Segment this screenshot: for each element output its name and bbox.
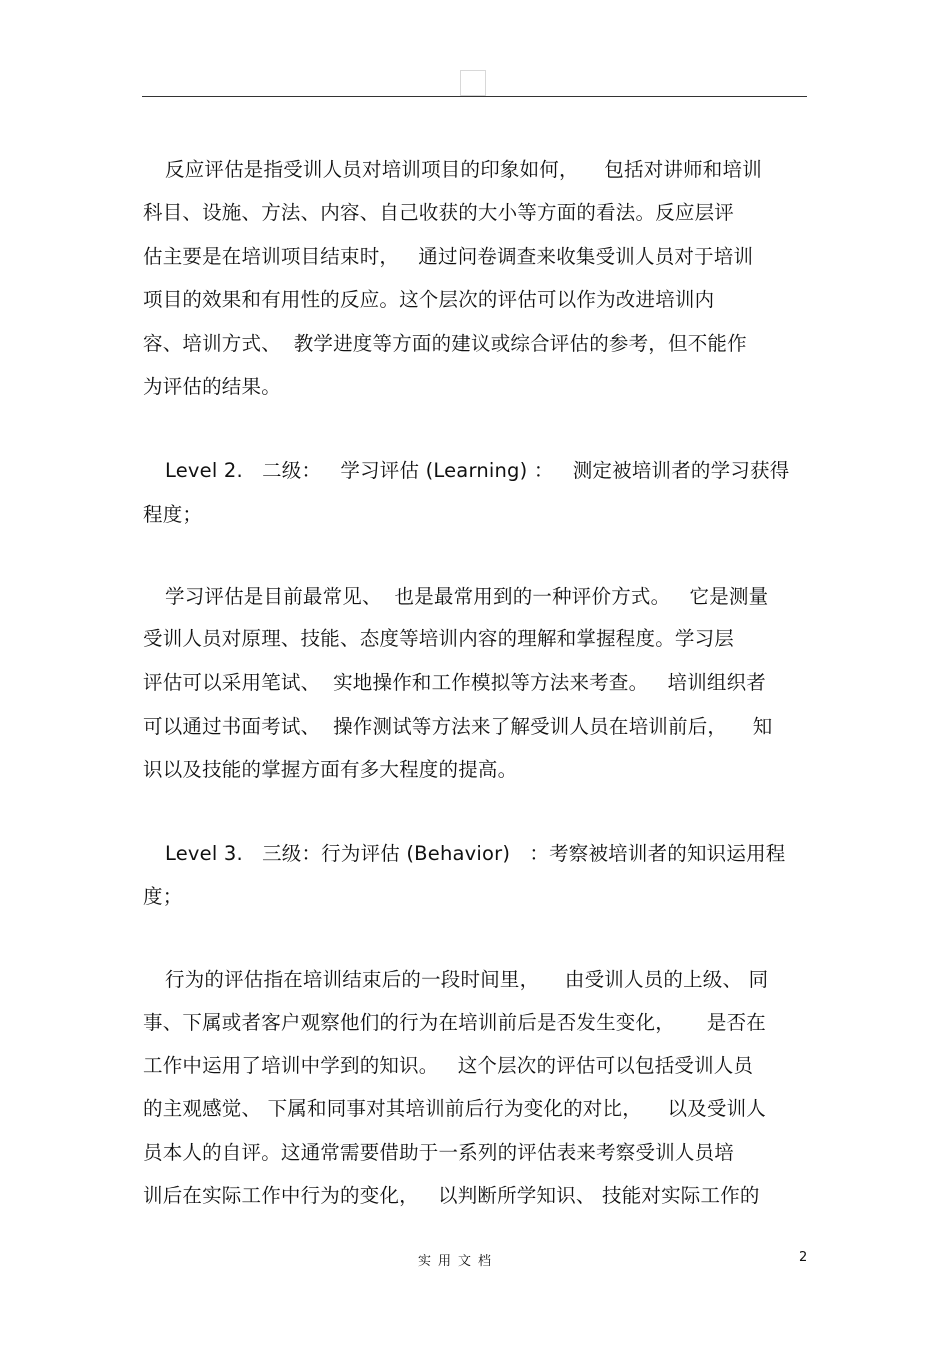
paragraph-line: 事、下属或者客户观察他们的行为在培训前后是否发生变化， 是否在 — [143, 1011, 766, 1034]
paragraph-line: 为评估的结果。 — [143, 375, 281, 398]
header-rule — [142, 96, 807, 97]
paragraph-line: 训后在实际工作中行为的变化， 以判断所学知识、 技能对实际工作的 — [143, 1184, 760, 1207]
paragraph-line: 的主观感觉、 下属和同事对其培训前后行为变化的对比， 以及受训人 — [143, 1097, 766, 1120]
paragraph-line: 科目、设施、方法、内容、自己收获的大小等方面的看法。反应层评 — [143, 201, 735, 224]
header-logo-mark — [460, 70, 486, 96]
paragraph-line: 反应评估是指受训人员对培训项目的印象如何， 包括对讲师和培训 — [165, 158, 762, 181]
paragraph-line: 员本人的自评。这通常需要借助于一系列的评估表来考察受训人员培 — [143, 1141, 735, 1164]
paragraph-line: 学习评估是目前最常见、 也是最常用到的一种评价方式。 它是测量 — [165, 585, 769, 608]
heading-line: Level 3. 三级：行为评估 (Behavior) ：考察被培训者的知识运用程 — [165, 842, 786, 865]
paragraph-line: 可以通过书面考试、 操作测试等方法来了解受训人员在培训前后， 知 — [143, 715, 773, 738]
paragraph-line: 评估可以采用笔试、 实地操作和工作模拟等方法来考查。 培训组织者 — [143, 671, 766, 694]
paragraph-line: 项目的效果和有用性的反应。这个层次的评估可以作为改进培训内 — [143, 288, 715, 311]
paragraph-line: 工作中运用了培训中学到的知识。 这个层次的评估可以包括受训人员 — [143, 1054, 754, 1077]
paragraph-line: 估主要是在培训项目结束时， 通过问卷调查来收集受训人员对于培训 — [143, 245, 754, 268]
paragraph-line: 受训人员对原理、技能、态度等培训内容的理解和掌握程度。学习层 — [143, 627, 735, 650]
heading-line: 程度； — [143, 503, 203, 526]
footer-label: 实用文档 — [418, 1254, 499, 1269]
heading-line: Level 2. 二级： 学习评估 (Learning) ： 测定被培训者的学习获得 — [165, 459, 790, 482]
heading-line: 度； — [143, 885, 183, 908]
paragraph-line: 容、培训方式、 教学进度等方面的建议或综合评估的参考，但不能作 — [143, 332, 747, 355]
page-number: 2 — [799, 1250, 808, 1265]
paragraph-line: 行为的评估指在培训结束后的一段时间里， 由受训人员的上级、 同 — [165, 968, 769, 991]
paragraph-line: 识以及技能的掌握方面有多大程度的提高。 — [143, 758, 518, 781]
